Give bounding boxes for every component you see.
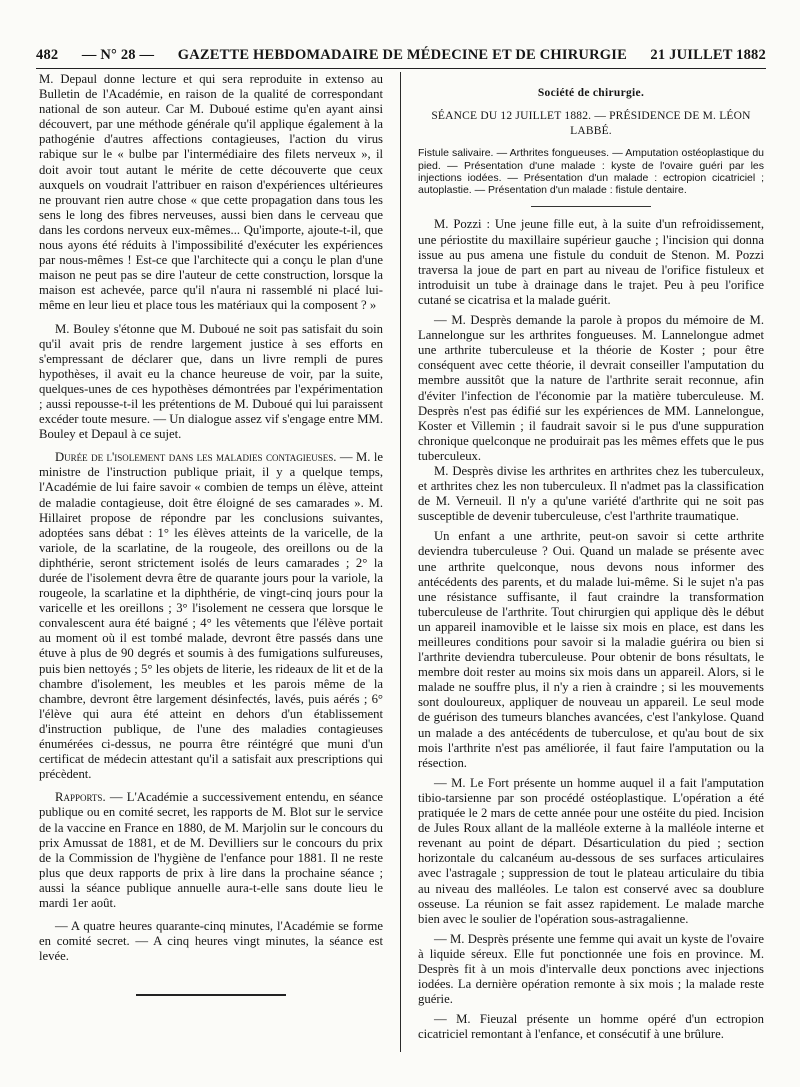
right-column xyxy=(418,72,764,1042)
rapports-heading: Rapports. xyxy=(55,790,106,805)
rapports-body: — L'Académie a successivement entendu, en séance publique ou en comité secret, les rapports de M. Blot sur le service de la vaccine en France en 1880, de M. Marjolin sur le concours du prix Amussat de 1881, et de M. Devilliers sur le concours du prix de la Commission de l'hygiène de l'enfance pour 1881. Il ne reste plus que deux rapports de prix à lire dans la prochaine séance ; aussi la séance publique annuelle aura-t-elle sans doute lieu le mardi 1er août. xyxy=(39,790,384,910)
isolement-body: — M. le ministre de l'instruction publique priait, il y a quelque temps, l'Académie de lui faire savoir « combien de temps un élève, atteint de maladie contagieuse, doit être éloigné de ses camarades ». M. Hillairet propose de répondre par les conclusions suivantes, adoptées sans débat : 1° les élèves atteints de la varicelle, de la variole, de la scarlatine, de la rougeole, des oreillons ou de la diphthérie, seront strictement isolés de leurs camarades ; 2° la durée de l'isolement devra être de quarante jours pour la variole, la rougeole, la scarlatine et la diphthérie, de vingt-cinq jours pour la varicelle et les oreillons ; 3° l'isolement ne cessera que lorsque le convalescent aura été baigné ; 4° les vêtements que l'élève portait au moment où il est tombé malade, devront être passés dans une étuve à plus de 90 degrés et soumis à des fumigations sulfureuses, puis bien nettoyés ; 5° les objets de literie, les rideaux de lit et de la chambre d'isolement, les meubles et les parois même de la chambre, devront être largement désinfectés, lavés, puis aérés ; 6° l'élève qui aura été atteint en dehors d'un établissement d'instruction publique, de l'une des maladies contagieuses énumérées ci-dessus, ne pourra être réintégré que muni d'un certificat de médecin attestant qu'il a satisfait aux prescriptions qui précèdent. xyxy=(39,450,383,782)
section-end-rule xyxy=(136,994,286,996)
left-column xyxy=(39,72,383,996)
page-header xyxy=(36,42,766,69)
paragraph-despres-division: M. Desprès divise les arthrites en arthrites chez les tuberculeux, et arthrites chez les non tuberculeux. Il n'admet pas la classification de M. Verneuil. Il n'y a qu'une variété d'arthrite qui ne soit pas susceptible de devenir tuberculeuse, c'est l'arthrite traumatique. xyxy=(418,463,764,524)
paragraph-isolement xyxy=(39,450,383,782)
issue-number: — N° 28 — xyxy=(81,46,155,63)
paragraph-fieuzal: — M. Fieuzal présente un homme opéré d'un ectropion cicatriciel remontant à l'enfance, et consécutif à une brûlure. xyxy=(418,1012,764,1042)
column-divider xyxy=(400,72,401,1052)
seance-heading: SÉANCE DU 12 JUILLET 1882. — PRÉSIDENCE DE M. LÉON LABBÉ. xyxy=(431,110,751,138)
paragraph-despres-arthrites: — M. Desprès demande la parole à propos du mémoire de M. Lannelongue sur les arthrites fongueuses. M. Lannelongue admet une arthrite tuberculeuse et la théorie de Koster ; pour être conséquent avec cette théorie, il devrait conseiller l'amputation du membre aussitôt que la nature de l'arthrite serait reconnue, afin d'éviter l'infection de l'économie par la matière tuberculeuse. M. Desprès n'est pas édifié sur les expériences de MM. Lannelongue, Koster et Villemin ; il faudrait savoir si le pus d'une suppuration chronique quelconque ne produirait pas les mêmes effets que le pus tuberculeux. xyxy=(418,313,764,463)
session-summary: Fistule salivaire. — Arthrites fongueuses. — Amputation ostéoplastique du pied. — Présentation d'une malade : kyste de l'ovaire guéri par les injections iodées. — Présentation d'un malade : ectropion cicatriciel ; autoplastie. — Présentation d'un malade : fistule dentaire. xyxy=(418,147,764,197)
paragraph-despres-kyste: — M. Desprès présente une femme qui avait un kyste de l'ovaire à liquide séreux. Elle fut ponctionnée une fois en province. M. Desprès fit à un mois d'intervalle deux ponctions avec injections iodées. La dernière opération remonte à six mois ; la malade reste guérie. xyxy=(418,931,764,1007)
paragraph-closing: — A quatre heures quarante-cinq minutes, l'Académie se forme en comité secret. — A cinq heures vingt minutes, la séance est levée. xyxy=(39,919,383,964)
paragraph-bouley: M. Bouley s'étonne que M. Duboué ne soit pas satisfait du soin qu'il avait pris de rendre largement justice à ses efforts en s'empressant de déclarer que, dans un livre rempli de pures hypothèses, il avait eu la chance heureuse de voir, par la suite, quelques-unes de ces hypothèses démontrées par l'expérimentation ; aussi repousse-t-il les prétentions de M. Duboué qui lui paraissent excéder toute mesure. — Un dialogue assez vif s'engage entre MM. Bouley et Depaul à ce sujet. xyxy=(39,321,383,442)
isolement-heading: Durée de l'isolement dans les maladies contagieuses. xyxy=(55,450,337,465)
issue-date: 21 JUILLET 1882 xyxy=(650,46,766,63)
society-heading: Société de chirurgie. xyxy=(537,87,645,99)
summary-rule xyxy=(531,206,651,207)
journal-title: GAZETTE HEBDOMADAIRE DE MÉDECINE ET DE CHIRURGIE xyxy=(177,46,627,63)
paragraph-le-fort: — M. Le Fort présente un homme auquel il a fait l'amputation tibio-tarsienne par son procédé ostéoplastique. L'opération a été pratiquée le 2 mars de cette année pour une ostéite du pied. Incision de Jules Roux allant de la malléole externe à la malléole interne et revenant au point de départ. Désarticulation du pied ; section horizontale du calcanéum au-dessous de ses surfaces articulaires avec l'astragale ; suppression de tout le plateau articulaire du tibia au niveau des malléoles. Le talon est conservé avec sa doublure osseuse. La réunion se fait assez rapidement. Le malade marche bien avec le soulier de l'opération sous-astragalienne. xyxy=(418,775,764,926)
paragraph-depaul: M. Depaul donne lecture et qui sera reproduite in extenso au Bulletin de l'Académie, en raison de la qualité de correspondant national de son auteur. Car M. Duboué estime qu'en ayant ainsi découvert, par une méthode générale qu'il applique également à la pathogénie d'autres affections contagieuses, l'action du virus rabique sur le « bulbe par l'intermédiaire des filets nerveux », il doit avoir tout autant le mérite de cette découverte que ceux auxquels on voudrait l'attribuer en raison d'expériences ultérieures ne prouvant rien autre chose « que cette propagation dans tous les sens le long des fibres nerveuses, aussi bien dans le cerveau que dans les cordons nerveux eux-mêmes... Qu'importe, ajoute-t-il, que nous ayons été réduits à l'impossibilité d'exécuter les expériences par nous-mêmes ! Est-ce que l'architecte qui a conçu le plan d'une maison ne peut pas se dire l'auteur de cette construction, lorsque la maison est achevée, parce qu'il n'aura ni rassemblé ni placé lui-même en leur lieu et place tous les matériaux qui la composent ? » xyxy=(39,72,383,313)
paragraph-pozzi: M. Pozzi : Une jeune fille eut, à la suite d'un refroidissement, une périostite du maxillaire supérieur gauche ; l'incision qui donna issue au pus amena une fistule du conduit de Stenon. M. Pozzi traversa la joue de part en part au niveau de l'orifice fistuleux et introduisit un tube à drainage dans le trajet. Peu à peu l'orifice cutané se cicatrisa et la malade guérit. xyxy=(418,217,764,307)
page-number: 482 xyxy=(36,46,59,63)
paragraph-rapports xyxy=(39,790,383,911)
paragraph-enfant-arthrite: Un enfant a une arthrite, peut-on savoir si cette arthrite deviendra tuberculeuse ? Oui. Quand un malade se présente avec une arthrite quelconque, nous devons nous informer des antécédents des parents, et du malade lui-même. Si le sujet n'a pas une résistance suffisante, il faut craindre la transformation tuberculeuse de l'arthrite. Tout chirurgien qui applique dès le début un appareil inamovible et le laisse six mois en place, est dans les meilleures conditions pour savoir si la maladie guérira ou bien si l'arthrite deviendra tuberculeuse. Pour obtenir de bons résultats, le membre doit rester au moins six mois dans un appareil. Alors, si le malade ne souffre plus, il n'y a rien à craindre ; si les mouvements sont douloureux, appliquer de nouveau un appareil. Le seul mode de guérison des tumeurs blanches avancées, c'est l'ankylose. Quand un malade a des antécédents de tuberculose, et qu'au bout de six mois l'arthrite n'est pas améliorée, il faut faire l'amputation ou la résection. xyxy=(418,529,764,770)
